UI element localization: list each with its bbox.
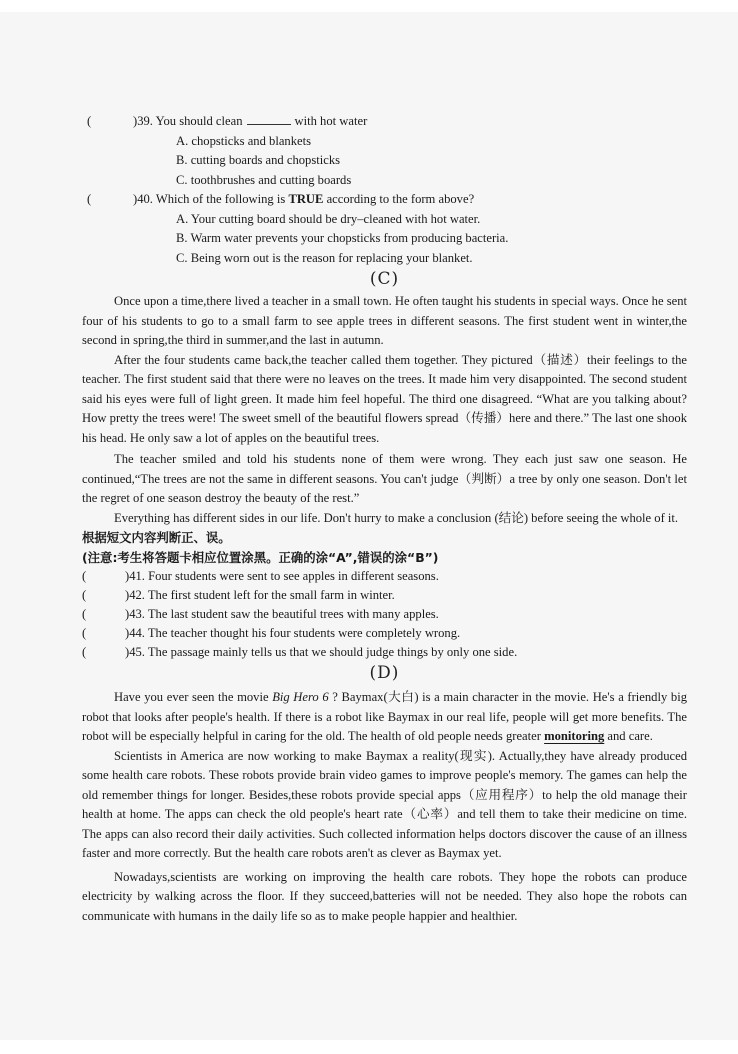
answer-bracket: ( (87, 192, 92, 206)
answer-bracket: ( (82, 588, 87, 602)
statement-45: ( )45. The passage mainly tells us that we should judge things by only one side. (82, 643, 687, 662)
option-c: C. toothbrushes and cutting boards (176, 172, 352, 187)
answer-note: (注意:考生将答题卡相应位置涂黑。正确的涂“A”,错误的涂“B”) (82, 549, 439, 565)
answer-bracket: ( (82, 569, 87, 583)
section-d-paragraph: Scientists in America are now working to make Baymax a reality(现实). Actually,they have already produced some health care robots. These robots provide brain video games to improve people's memory. The games can help the old remember things for longer. Besides,these robots provide special apps（应用程序）to help the old manage their health at home. The apps can check the old people's heart rate（心率）and tell them to take their medicine on time. The apps can also record their daily activities. Such collected information helps doctors discover the cause of an illness faster and more correctly. But the health care robots aren't as clever as Baymax yet. (82, 748, 687, 860)
question-number: )39. (133, 114, 153, 128)
statement-41: ( )41. Four students were sent to see apples in different seasons. (82, 567, 687, 586)
section-c-paragraph: The teacher smiled and told his students none of them were wrong. They each just saw one season. He continued,“The trees are not the same in different seasons. You can't judge（判断）a tree by only one season. Don't let the regret of one season destroy the beauty of the rest.” (82, 452, 687, 505)
section-c-paragraph: Everything has different sides in our life. Don't hurry to make a conclusion (结论) before seeing the whole of it. (114, 510, 679, 525)
fill-blank (247, 113, 291, 125)
option-c: C. Being worn out is the reason for replacing your blanket. (176, 250, 473, 265)
section-d-heading: (D) (369, 663, 400, 683)
instruction-text: 根据短文内容判断正、误。 (82, 530, 231, 545)
question-40 (82, 190, 687, 268)
section-c-paragraph: Once upon a time,there lived a teacher in a small town. He often taught his students in special ways. Once he sent four of his students to go to a small farm to see apple trees in different seasons. The first student went in winter,the second in spring,the third in summer,and the last in autumn. (82, 294, 687, 347)
section-d-paragraph: Nowadays,scientists are working on improving the health care robots. They hope the robots can produce electricity by walking across the floor. If they succeed,batteries will not be needed. They also hope the robots can communicate with humans in the daily life so as to make people happier and healthier. (82, 869, 687, 923)
statement-44: ( )44. The teacher thought his four students were completely wrong. (82, 624, 687, 643)
exam-content (82, 112, 687, 926)
question-stem: ( )39. You should clean with hot water (82, 112, 687, 132)
option-b: B. cutting boards and chopsticks (176, 153, 341, 167)
statement-42: ( )42. The first student left for the small farm in winter. (82, 586, 687, 605)
question-39 (82, 112, 687, 190)
keyword-monitoring: monitoring (544, 729, 605, 743)
section-d-paragraph: Have you ever seen the movie Big Hero 6 ? Baymax(大白) is a main character in the movie. He's a friendly big robot that looks after people's health. If there is a robot like Baymax in our real life, people will get more benefits. The robot will be especially helpful in caring for the old. The health of old people needs greater monitoring and care. (82, 690, 688, 743)
answer-bracket: ( (82, 626, 87, 640)
answer-bracket: ( (87, 114, 92, 128)
true-false-list (82, 567, 687, 662)
section-c-paragraph: After the four students came back,the teacher called them together. They pictured（描述）their feelings to the teacher. The first student said that there were no leaves on the trees. It made him very disappointed. The second student said his eyes were full of light green. It made him feel hopeful. The third one disagreed. “What are you talking about? How pretty the trees were! The sweet smell of the beautiful flowers spread（传播）here and there.” The last one shook his head. He only saw a lot of apples on the beautiful trees. (82, 352, 687, 445)
exam-page (0, 12, 738, 1040)
question-number: )40. (133, 192, 153, 206)
option-b: B. Warm water prevents your chopsticks from producing bacteria. (176, 231, 509, 245)
option-a: A. Your cutting board should be dry–cleaned with hot water. (176, 211, 481, 226)
answer-bracket: ( (82, 645, 87, 659)
answer-bracket: ( (82, 607, 87, 621)
emphasis-true: TRUE (288, 192, 324, 206)
statement-43: ( )43. The last student saw the beautiful trees with many apples. (82, 605, 687, 624)
section-c-heading: (C) (369, 269, 400, 289)
option-a: A. chopsticks and blankets (176, 133, 312, 148)
question-stem: ( )40. Which of the following is TRUE according to the form above? (82, 190, 687, 210)
movie-title: Big Hero 6 (272, 690, 329, 704)
